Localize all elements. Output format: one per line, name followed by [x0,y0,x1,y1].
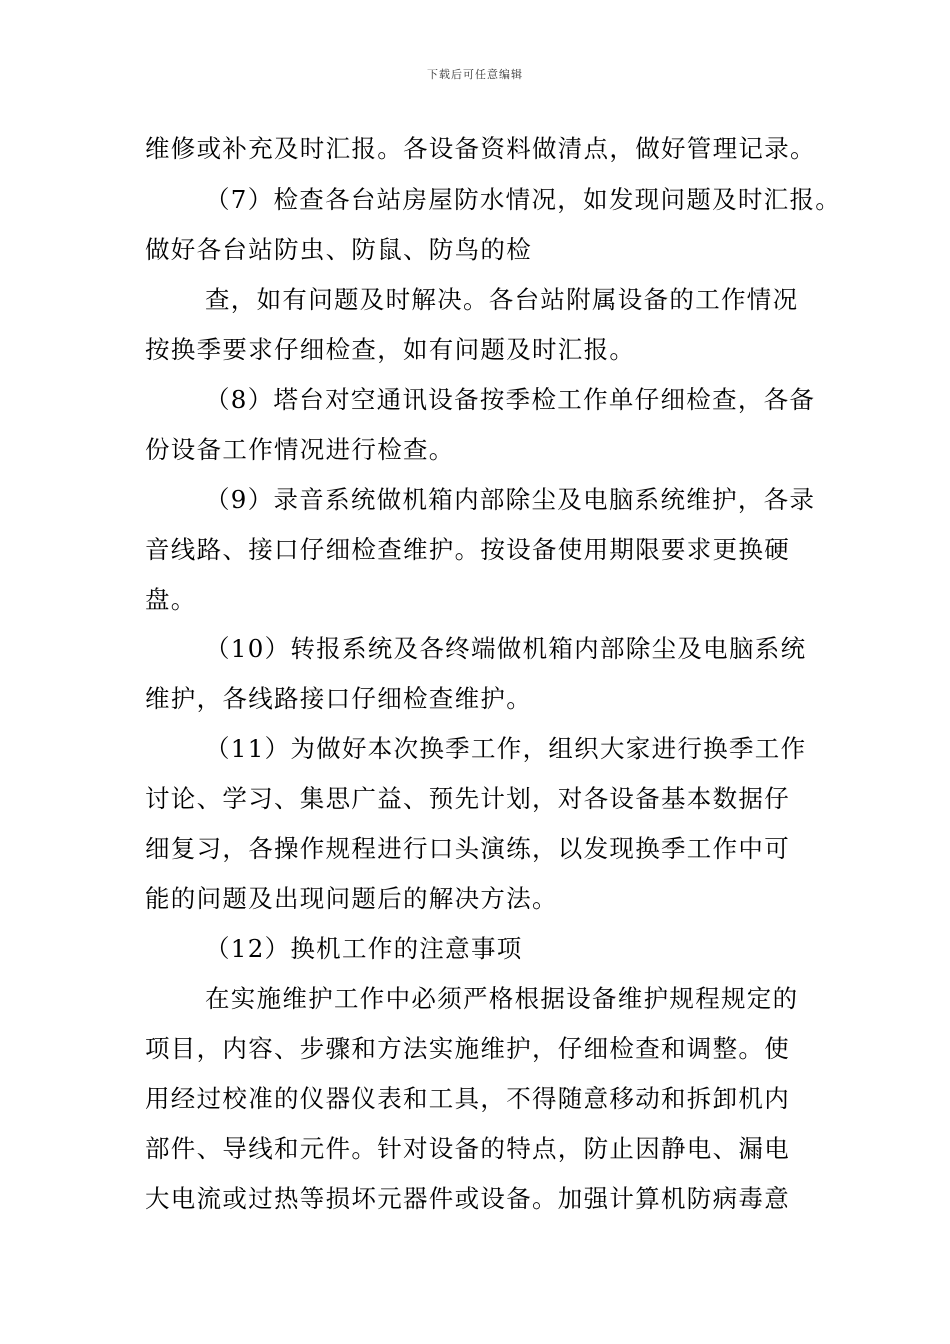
text-line: 维护，各线路接口仔细检查维护。 [145,684,532,713]
text-line: （7）检查各台站房屋防水情况，如发现问题及时汇报。 [205,185,842,214]
text-line: 查，如有问题及时解决。各台站附属设备的工作情况 [205,285,799,314]
text-line: 在实施维护工作中必须严格根据设备维护规程规定的 [205,984,799,1013]
text-line: 项目，内容、步骤和方法实施维护，仔细检查和调整。使 [145,1034,790,1063]
text-line: 讨论、学习、集思广益、预先计划，对各设备基本数据仔 [145,784,790,813]
text-line: （11）为做好本次换季工作，组织大家进行换季工作 [205,734,807,763]
text-line: 用经过校准的仪器仪表和工具，不得随意移动和拆卸机内 [145,1084,790,1113]
text-line: 音线路、接口仔细检查维护。按设备使用期限要求更换硬 [145,535,790,564]
text-line: 按换季要求仔细检查，如有问题及时汇报。 [145,335,636,364]
text-line: 能的问题及出现问题后的解决方法。 [145,884,558,913]
text-line: （9）录音系统做机箱内部除尘及电脑系统维护，各录 [205,485,816,514]
text-line: 部件、导线和元件。针对设备的特点，防止因静电、漏电 [145,1134,790,1163]
text-line: 大电流或过热等损坏元器件或设备。加强计算机防病毒意 [145,1184,790,1213]
text-line: 细复习，各操作规程进行口头演练，以发现换季工作中可 [145,834,790,863]
text-line: 盘。 [145,585,197,614]
text-line: （8）塔台对空通讯设备按季检工作单仔细检查，各备 [205,385,816,414]
page-header: 下载后可任意编辑 [427,68,523,81]
text-line: （12）换机工作的注意事项 [205,934,523,963]
text-line: 维修或补充及时汇报。各设备资料做清点，做好管理记录。 [145,134,816,163]
text-line: （10）转报系统及各终端做机箱内部除尘及电脑系统 [205,634,807,663]
text-line: 做好各台站防虫、防鼠、防鸟的检 [145,235,532,264]
text-line: 份设备工作情况进行检查。 [145,435,455,464]
